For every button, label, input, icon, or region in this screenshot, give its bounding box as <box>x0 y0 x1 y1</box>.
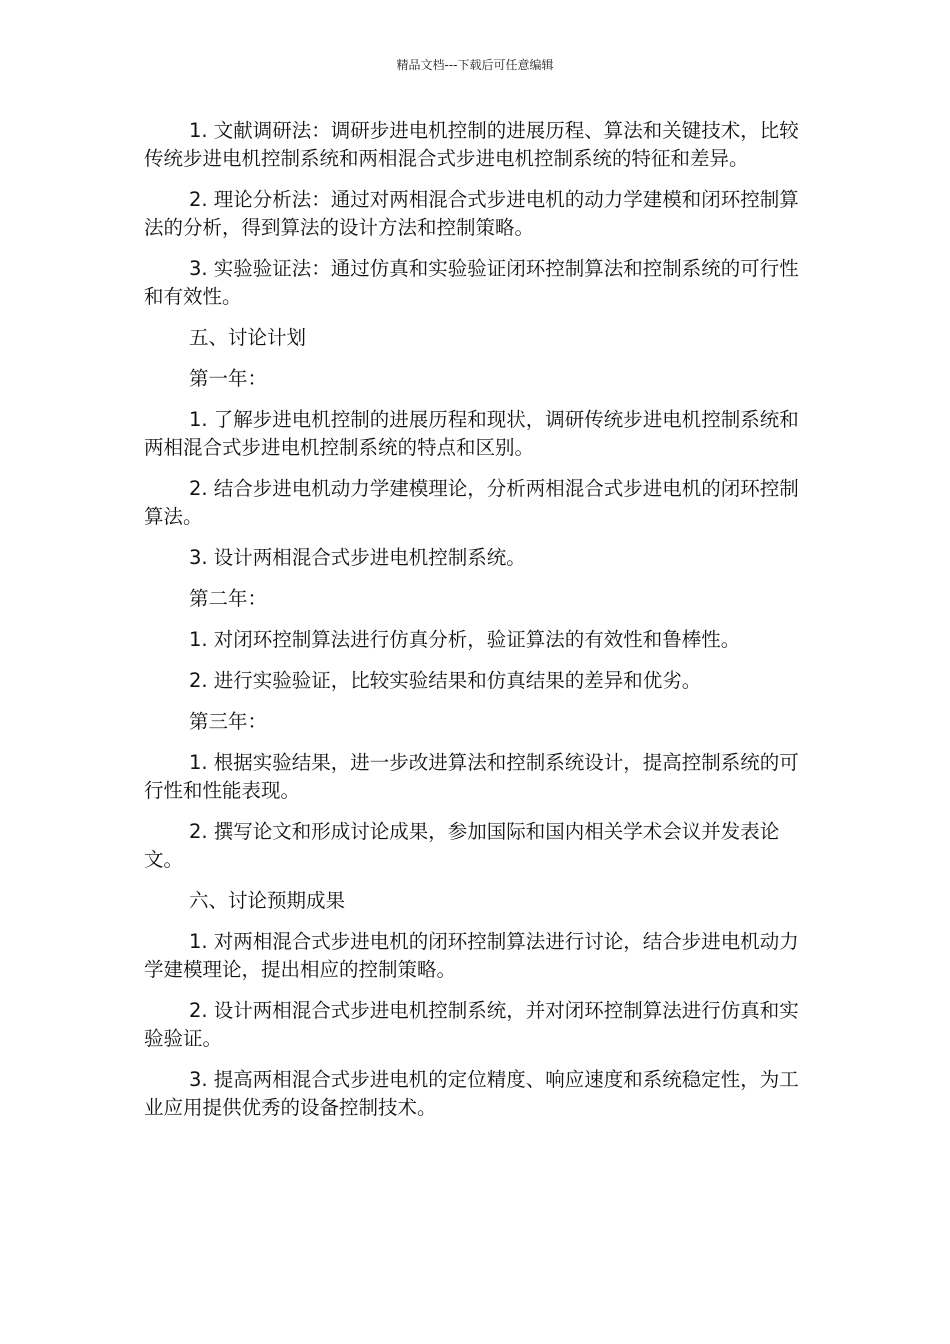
outcome-item-3: 3. 提高两相混合式步进电机的定位精度、响应速度和系统稳定性，为工业应用提供优秀的设备控制技术。 <box>144 1068 799 1119</box>
year-one-heading: 第一年： <box>189 367 268 390</box>
outcome-item-1: 1. 对两相混合式步进电机的闭环控制算法进行讨论，结合步进电机动力学建模理论，提出相应的控制策略。 <box>144 930 799 981</box>
section-heading-outcomes: 六、讨论预期成果 <box>189 889 346 912</box>
section-heading-plan: 五、讨论计划 <box>189 326 307 349</box>
outcome-item-2: 2. 设计两相混合式步进电机控制系统，并对闭环控制算法进行仿真和实验验证。 <box>144 999 799 1050</box>
year-two-item-2: 2. 进行实验验证，比较实验结果和仿真结果的差异和优劣。 <box>189 669 702 692</box>
year-two-item-1: 1. 对闭环控制算法进行仿真分析，验证算法的有效性和鲁棒性。 <box>189 628 741 651</box>
paragraph-method-literature: 1. 文献调研法：调研步进电机控制的进展历程、算法和关键技术，比较传统步进电机控制系统和两相混合式步进电机控制系统的特征和差异。 <box>144 119 799 170</box>
year-three-item-2: 2. 撰写论文和形成讨论成果，参加国际和国内相关学术会议并发表论文。 <box>144 820 780 871</box>
paragraph-method-experiment: 3. 实验验证法：通过仿真和实验验证闭环控制算法和控制系统的可行性和有效性。 <box>144 257 799 308</box>
year-two-heading: 第二年： <box>189 587 268 610</box>
year-one-item-2: 2. 结合步进电机动力学建模理论，分析两相混合式步进电机的闭环控制算法。 <box>144 477 799 528</box>
page-header: 精品文档---下载后可任意编辑 <box>396 58 554 72</box>
year-one-item-1: 1. 了解步进电机控制的进展历程和现状，调研传统步进电机控制系统和两相混合式步进电机控制系统的特点和区别。 <box>144 408 799 459</box>
year-one-item-3: 3. 设计两相混合式步进电机控制系统。 <box>189 546 526 569</box>
paragraph-method-theory: 2. 理论分析法：通过对两相混合式步进电机的动力学建模和闭环控制算法的分析，得到算法的设计方法和控制策略。 <box>144 188 799 239</box>
document-body <box>144 117 800 1135</box>
year-three-heading: 第三年： <box>189 710 268 733</box>
year-three-item-1: 1. 根据实验结果，进一步改进算法和控制系统设计，提高控制系统的可行性和性能表现。 <box>144 751 799 802</box>
